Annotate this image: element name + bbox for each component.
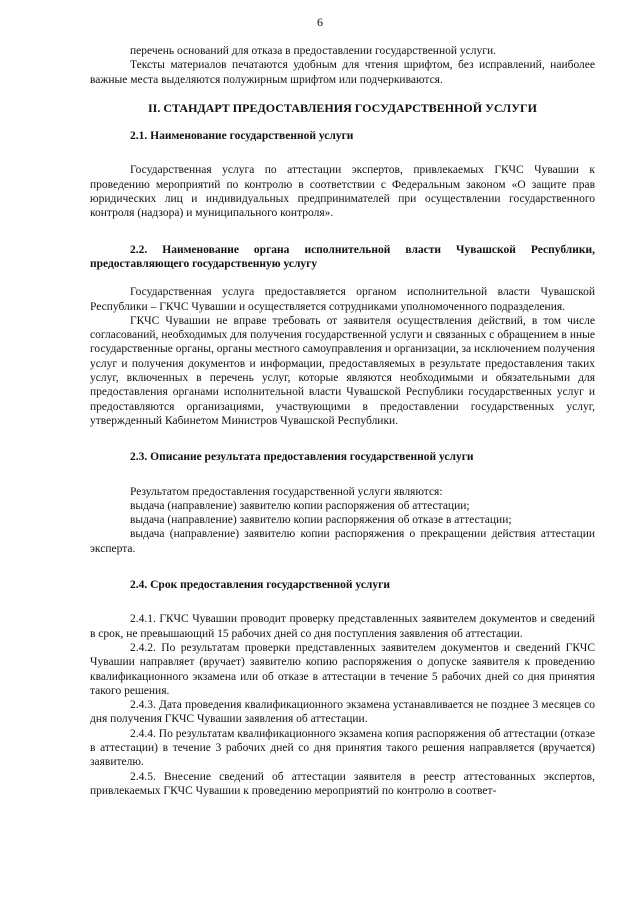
paragraph-2-2-1: Государственная услуга предоставляется органом исполнительной власти Чувашской Республики – ГКЧС Чувашии и осуществляется сотрудниками уполномоченного подразделения. — [90, 286, 595, 313]
heading-2-1: 2.1. Наименование государственной услуги — [130, 130, 354, 143]
paragraph-2-3-1: Результатом предоставления государственной услуги являются: — [130, 485, 443, 498]
paragraph-2-3-4: выдача (направление) заявителю копии распоряжения о прекращении действия аттестации эксперта. — [90, 528, 595, 555]
heading-2-2: 2.2. Наименование органа исполнительной власти Чувашской Республики, предоставляющего государственную услугу — [90, 243, 595, 270]
paragraph-2-4-1: 2.4.1. ГКЧС Чувашии проводит проверку представленных заявителем документов и сведений в срок, не превышающий 15 рабочих дней со дня поступления заявления об аттестации. — [90, 613, 595, 640]
page-number: 6 — [317, 15, 323, 29]
heading-2-3: 2.3. Описание результата предоставления государственной услуги — [130, 451, 474, 464]
section-title: II. СТАНДАРТ ПРЕДОСТАВЛЕНИЯ ГОСУДАРСТВЕННОЙ УСЛУГИ — [147, 100, 537, 115]
paragraph-2-4-4: 2.4.4. По результатам квалификационного экзамена копия распоряжения об аттестации (отказе в аттестации) в течение 3 рабочих дней со дня принятия такого решения направляется (вручается) заявителю. — [90, 727, 595, 769]
paragraph-2-4-2: 2.4.2. По результатам проверки представленных заявителем документов и сведений ГКЧС Чувашии направляет (вручает) заявителю копию распоряжения о допуске заявителя к проведению квалификационного экзамена или об отказе в аттестации в течение 5 рабочих дней со дня принятия такого решения. — [90, 641, 595, 697]
paragraph-2-2-2: ГКЧС Чувашии не вправе требовать от заявителя осуществления действий, в том числе согласований, необходимых для получения государственной услуги и связанных с обращением в иные государственные органы, органы местного самоуправления и организации, за исключением получения услуг и получения документов и информации, предоставляемых в результате предоставления таких услуг, включенных в перечень услуг, которые являются необходимыми и обязательными для предоставления органами исполнительной власти Чувашской Республики государственных услуг и предоставляются организациями, участвующими в предоставлении государственных услуг, утвержденный Кабинетом Министров Чувашской Республики. — [90, 314, 595, 427]
intro-line: перечень оснований для отказа в предоставлении государственной услуги. — [130, 45, 496, 57]
heading-2-4: 2.4. Срок предоставления государственной услуги — [130, 579, 390, 592]
page-content — [90, 44, 595, 798]
paragraph-2-3-2: выдача (направление) заявителю копии распоряжения об аттестации; — [130, 499, 470, 512]
paragraph-2-4-5: 2.4.5. Внесение сведений об аттестации заявителя в реестр аттестованных экспертов, привлекаемых ГКЧС Чувашии к проведению мероприятий по контролю в соответ- — [90, 770, 595, 797]
paragraph-2-4-3: 2.4.3. Дата проведения квалификационного экзамена устанавливается не позднее 3 месяцев со дня получения ГКЧС Чувашии заявления об аттестации. — [90, 699, 595, 726]
paragraph-2-1: Государственная услуга по аттестации экспертов, привлекаемых ГКЧС Чувашии к проведению мероприятий по контролю в соответствии с Федеральным законом «О защите прав юридических лиц и индивидуальных предпринимателей при осуществлении государственного контроля (надзора) и муниципального контроля». — [90, 164, 595, 220]
intro-paragraph: Тексты материалов печатаются удобным для чтения шрифтом, без исправлений, наиболее важные места выделяются полужирным шрифтом или подчеркиваются. — [90, 59, 595, 86]
paragraph-2-3-3: выдача (направление) заявителю копии распоряжения об отказе в аттестации; — [130, 514, 512, 527]
